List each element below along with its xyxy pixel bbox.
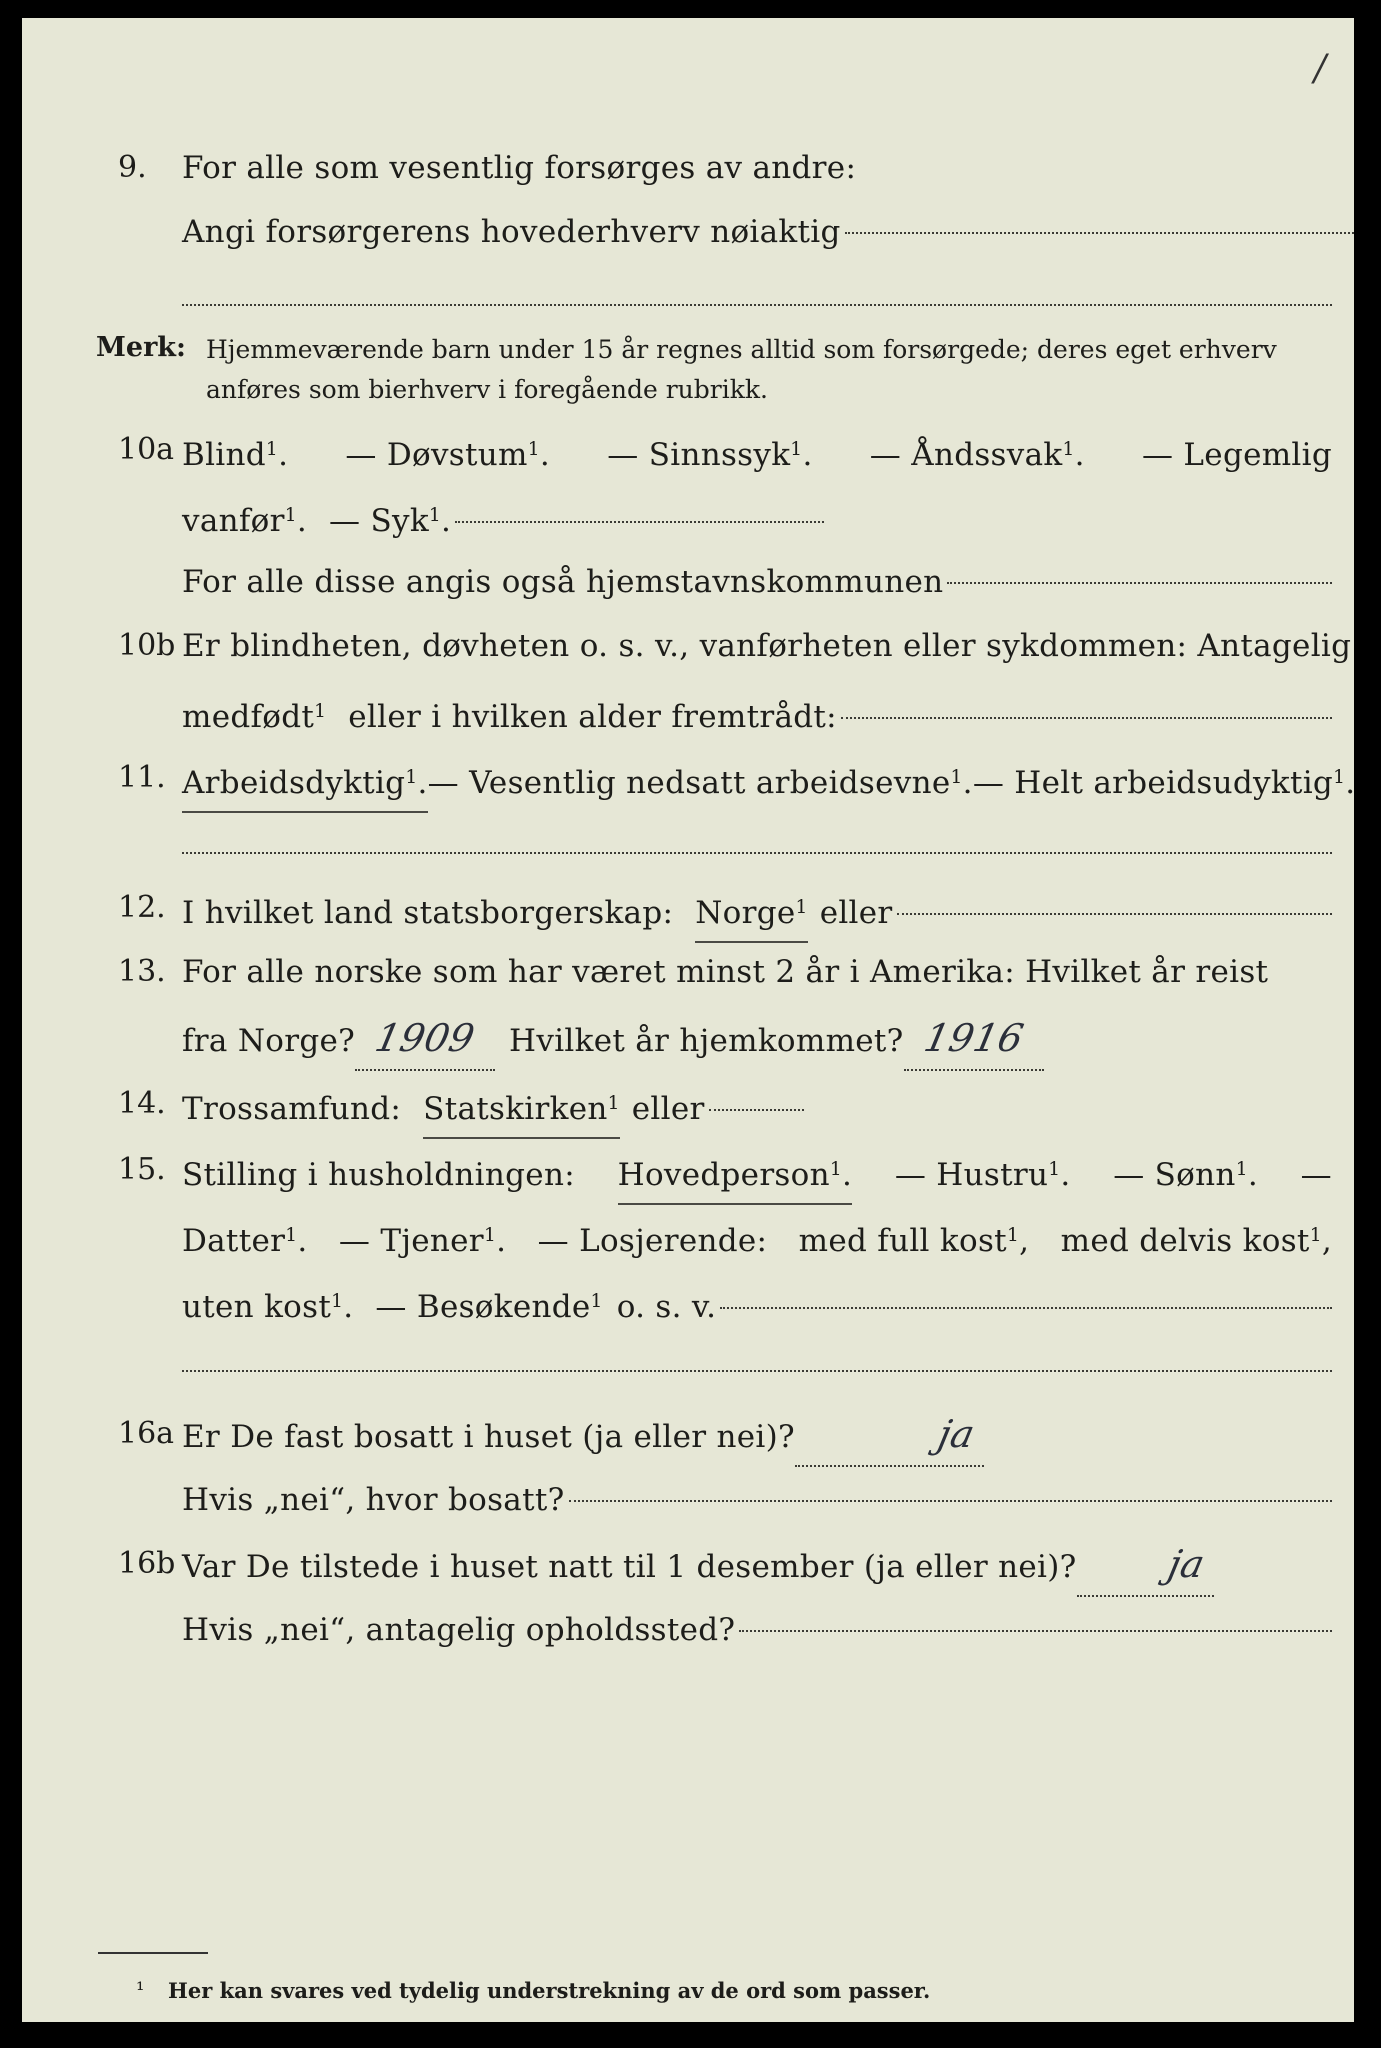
question-14 [22,1076,1354,1132]
option-sinnssyk[interactable]: — Sinnssyk [607,437,791,474]
answer-dotted-line[interactable] [182,852,1332,854]
question-text: Er blindheten, døvheten o. s. v., vanførheten eller sykdommen: Antagelig [182,628,1352,664]
answer-dotted-line[interactable] [455,521,824,523]
question-number: 11. [118,760,166,795]
option-arbeidsdyktig-underlined: Arbeidsdyktig$^1$. [182,750,428,813]
footnote-text: Her kan svares ved tydelig understrekning av de ord som passer. [168,1978,931,2003]
option-datter[interactable]: Datter [182,1223,286,1260]
note-label: Merk: [96,332,186,363]
note-text-line-1: Hjemmeværende barn under 15 år regnes alltid som forsørgede; deres eget erhverv [206,335,1277,364]
question-text: Trossamfund: [182,1091,402,1128]
question-number: 16a [118,1416,175,1451]
option-vesentlig-nedsatt[interactable]: — Vesentlig nedsatt arbeidsevne [427,765,951,802]
footnote-mark: ¹ [136,1978,145,2002]
question-text: Er De fast bosatt i huset (ja eller nei)? [182,1419,795,1455]
corner-tick-mark: / [1314,48,1327,89]
question-text: I hvilket land statsborgerskap: [182,895,674,932]
note-text-line-2: anføres som bierhverv i foregående rubrikk. [206,375,768,404]
option-sonn[interactable]: — Sønn [1113,1157,1236,1194]
handwritten-hjem-year: 1916 [919,1016,1028,1060]
question-16a-line-1 [22,1406,1354,1462]
option-tjener[interactable]: — Tjener [338,1223,484,1260]
question-15-line-3: uten kost$^1$. — Besøkende$^1$ o. s. v. [22,1274,1354,1330]
handwritten-reist-year: 1909 [371,1016,479,1060]
question-10a-line-1: 10a Blind$^1$. — Døvstum$^1$. — Sinnssyk$^1$. — Åndssvak$^1$. — Legemlig [22,422,1354,478]
option-besokende[interactable]: — Besøkende [375,1289,591,1326]
question-16b-line-2 [22,1602,1354,1658]
handwritten-answer-ja: ja [934,1412,979,1456]
option-helt-arbeidsudyktig[interactable]: — Helt arbeidsudyktig [972,765,1334,802]
question-13-line-1 [22,944,1354,1000]
question-text: For alle norske som har været minst 2 år i Amerika: Hvilket år reist [182,954,1269,990]
question-11: 11. Arbeidsdyktig$^1$. — Vesentlig nedsatt arbeidsevne$^1$. — Helt arbeidsudyktig$^1$. [22,750,1354,806]
option-uten-kost[interactable]: uten kost [182,1289,332,1326]
footnote-rule [98,1952,208,1954]
hjem-label: Hvilket år hjemkommet? [509,1023,904,1059]
question-10b-line-1 [22,618,1354,674]
option-andssvak[interactable]: — Åndssvak [869,437,1063,474]
answer-dotted-line[interactable] [182,1370,1332,1372]
question-text: Stilling i husholdningen: [182,1157,575,1194]
question-number: 9. [118,150,147,185]
question-text: Angi forsørgerens hovederhverv nøiaktig [182,214,841,250]
question-12 [22,880,1354,936]
question-10a-line-2: vanfør$^1$. — Syk$^1$. [22,488,1354,544]
question-15-line-1: 15. Stilling i husholdningen: Hovedperson$^1$. — Hustru$^1$. — Sønn$^1$. — [22,1142,1354,1198]
option-medfodt[interactable]: medfødt [182,699,315,736]
option-statskirken-underlined: Statskirken$^1$ [423,1076,620,1139]
option-full-kost[interactable]: med full kost [798,1223,1007,1260]
question-number: 16b [118,1546,176,1581]
eller-label: eller [631,1091,705,1128]
question-10a-line-3 [22,554,1354,610]
option-blind[interactable]: Blind [182,437,266,474]
question-number: 10b [118,628,176,663]
tilstede-answer-field[interactable] [1077,1536,1214,1597]
handwritten-answer-ja: ja [1164,1542,1209,1586]
question-9-line-1 [22,140,1354,196]
option-hovedperson-underlined: Hovedperson$^1$. [618,1142,853,1205]
census-form-page [22,18,1354,2022]
question-text: For alle disse angis også hjemstavnskommunen [182,564,944,600]
reist-year-field[interactable] [355,1010,495,1071]
losjerende-label: — Losjerende: [537,1223,768,1260]
hjem-year-field[interactable] [904,1010,1044,1071]
answer-dotted-line[interactable] [569,1500,1332,1502]
answer-dotted-line[interactable] [709,1109,804,1111]
bosatt-answer-field[interactable] [795,1406,984,1467]
answer-dotted-line[interactable] [720,1307,1332,1309]
question-text: Var De tilstede i huset natt til 1 desember (ja eller nei)? [182,1549,1077,1585]
question-text: Hvis „nei“, antagelig opholdssted? [182,1612,736,1648]
question-13-line-2 [22,1010,1354,1066]
answer-dotted-line[interactable] [739,1630,1332,1632]
question-16a-line-2 [22,1472,1354,1528]
option-dovstum[interactable]: — Døvstum [345,437,528,474]
option-vanfor[interactable]: vanfør [182,503,285,540]
question-text: For alle som vesentlig forsørges av andre: [182,150,857,186]
reist-label: fra Norge? [182,1023,356,1059]
question-number: 14. [118,1086,166,1121]
option-norge-underlined: Norge$^1$ [695,880,807,943]
question-text: Hvis „nei“, hvor bosatt? [182,1482,565,1518]
answer-dotted-line[interactable] [841,717,1332,719]
eller-label: eller [819,895,893,932]
question-number: 10a [118,432,175,467]
question-number: 12. [118,890,166,925]
question-16b-line-1 [22,1536,1354,1592]
option-syk[interactable]: — Syk [329,503,429,540]
question-9-line-2 [22,204,1354,260]
answer-dotted-line[interactable] [845,232,1354,234]
option-legemlig[interactable]: — Legemlig [1141,437,1332,474]
option-hustru[interactable]: — Hustru [894,1157,1049,1194]
answer-dotted-line[interactable] [182,304,1332,306]
question-number: 15. [118,1152,166,1187]
answer-dotted-line[interactable] [897,913,1332,915]
question-text: eller i hvilken alder fremtrådt: [348,699,837,736]
question-10b-line-2: medfødt$^1$ eller i hvilken alder fremtrådt: [22,684,1354,740]
question-15-line-2: Datter$^1$. — Tjener$^1$. — Losjerende: med full kost$^1$, med delvis kost$^1$, [22,1208,1354,1264]
question-number: 13. [118,954,166,989]
answer-dotted-line[interactable] [947,582,1332,584]
option-delvis-kost[interactable]: med delvis kost [1060,1223,1310,1260]
